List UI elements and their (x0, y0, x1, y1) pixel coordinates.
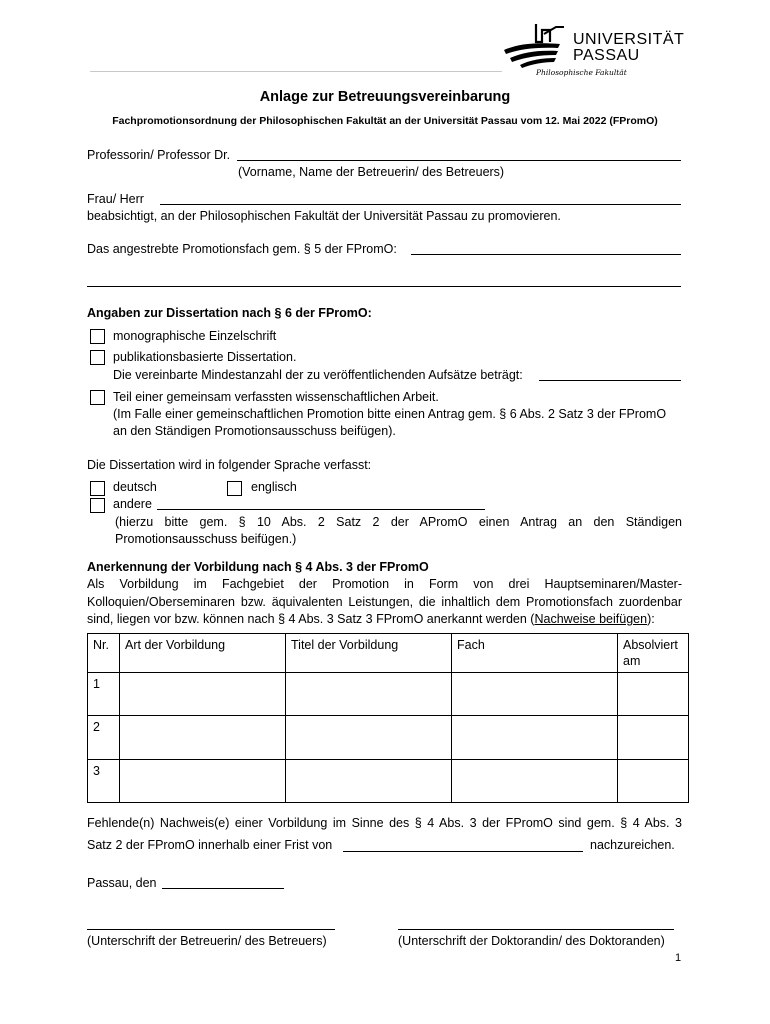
recognition-text-line1: Als Vorbildung im Fachgebiet der Promotion in Form von drei Hauptseminaren/Master- (87, 577, 682, 591)
missing-text-line1: Fehlende(n) Nachweis(e) einer Vorbildung im Sinne des § 4 Abs. 3 der FPromO sind gem. § 4 Abs. 3 (87, 816, 682, 830)
candidate-label: Frau/ Herr (87, 192, 144, 206)
table-header-fach: Fach (452, 634, 618, 673)
table-cell[interactable] (618, 716, 689, 760)
table-cell[interactable] (452, 673, 618, 716)
checkbox-englisch[interactable] (227, 481, 242, 496)
table-header-titel: Titel der Vorbildung (286, 634, 452, 673)
nachweise-link[interactable]: Nachweise beifügen (534, 612, 648, 626)
logo-line2: PASSAU (573, 47, 640, 64)
table-cell[interactable] (286, 716, 452, 760)
signature-line-candidate[interactable] (398, 929, 674, 930)
article-count-field[interactable] (539, 380, 681, 381)
table-cell[interactable] (286, 760, 452, 803)
option-monographie-label: monographische Einzelschrift (113, 329, 277, 343)
recognition-text-line3 (87, 612, 655, 626)
option-gemeinsam-label: Teil einer gemeinsam verfassten wissenschaftlichen Arbeit. (113, 390, 439, 404)
table-header-row (88, 634, 689, 673)
table-cell[interactable] (120, 716, 286, 760)
deadline-field[interactable] (343, 851, 583, 852)
professor-name-field[interactable] (237, 160, 681, 161)
language-note-line2: Promotionsausschuss beifügen.) (115, 532, 297, 546)
page-subtitle: Fachpromotionsordnung der Philosophischen Fakultät an der Universität Passau vom 12. Mai 2022 (FPromO) (112, 115, 658, 127)
table-cell[interactable] (120, 760, 286, 803)
recognition-heading: Anerkennung der Vorbildung nach § 4 Abs. 3 der FPromO (87, 560, 429, 574)
language-andere-label: andere (113, 497, 152, 511)
table-cell[interactable] (618, 760, 689, 803)
missing-text-line2-post: nachzureichen. (590, 838, 675, 852)
table-cell[interactable] (286, 673, 452, 716)
table-row-nr: 3 (88, 760, 120, 803)
logo-faculty: Philosophische Fakultät (536, 68, 627, 77)
checkbox-gemeinsam[interactable] (90, 390, 105, 405)
table-header-art: Art der Vorbildung (120, 634, 286, 673)
checkbox-monographie[interactable] (90, 329, 105, 344)
header-rule (90, 71, 502, 72)
professor-hint: (Vorname, Name der Betreuerin/ des Betreuers) (238, 165, 505, 179)
table-row (88, 716, 689, 760)
missing-text-line2-pre: Satz 2 der FPromO innerhalb einer Frist von (87, 838, 333, 852)
option-publikationsbasiert-extra: Die vereinbarte Mindestanzahl der zu veröffentlichenden Aufsätze beträgt: (113, 368, 523, 382)
logo-mark-icon (500, 22, 572, 68)
dissertation-heading: Angaben zur Dissertation nach § 6 der FPromO: (87, 306, 372, 320)
signature-label-candidate: (Unterschrift der Doktorandin/ des Doktoranden) (398, 934, 665, 948)
signature-label-supervisor: (Unterschrift der Betreuerin/ des Betreuers) (87, 934, 327, 948)
university-logo (500, 22, 700, 82)
logo-line1: UNIVERSITÄT (573, 31, 685, 48)
table-row (88, 760, 689, 803)
table-row-nr: 2 (88, 716, 120, 760)
table-header-absolviert: Absolviert am (618, 634, 689, 673)
table-cell[interactable] (120, 673, 286, 716)
candidate-name-field[interactable] (160, 204, 681, 205)
language-other-field[interactable] (157, 509, 485, 510)
checkbox-andere[interactable] (90, 498, 105, 513)
professor-label: Professorin/ Professor Dr. (87, 148, 231, 162)
table-row (88, 673, 689, 716)
place-label: Passau, den (87, 876, 157, 890)
page-number: 1 (675, 952, 682, 964)
subject-label: Das angestrebte Promotionsfach gem. § 5 der FPromO: (87, 242, 397, 256)
subject-field-continued[interactable] (87, 286, 681, 287)
vorbildung-table (87, 633, 689, 803)
signature-line-supervisor[interactable] (87, 929, 335, 930)
recognition-text-line3-pre: sind, liegen vor bzw. können nach § 4 Abs. 3 Satz 3 FPromO anerkannt werden ( (87, 612, 535, 626)
option-gemeinsam-extra1: (Im Falle einer gemeinschaftlichen Promotion bitte einen Antrag gem. § 6 Abs. 2 Satz 3 der FPromO (113, 407, 667, 421)
page-title: Anlage zur Betreuungsvereinbarung (259, 89, 511, 105)
candidate-intent: beabsichtigt, an der Philosophischen Fakultät der Universität Passau zu promovieren. (87, 209, 561, 223)
table-header-nr: Nr. (88, 634, 120, 673)
option-gemeinsam-extra2: an den Ständigen Promotionsausschuss beifügen). (113, 424, 396, 438)
recognition-text-line3-post: ): (647, 612, 655, 626)
language-englisch-label: englisch (251, 480, 297, 494)
table-row-nr: 1 (88, 673, 120, 716)
checkbox-deutsch[interactable] (90, 481, 105, 496)
language-intro: Die Dissertation wird in folgender Sprache verfasst: (87, 458, 372, 472)
table-cell[interactable] (618, 673, 689, 716)
table-cell[interactable] (452, 716, 618, 760)
checkbox-publikationsbasiert[interactable] (90, 350, 105, 365)
table-cell[interactable] (452, 760, 618, 803)
recognition-text-line2: Kolloquien/Oberseminaren bzw. äquivalenten Leistungen, die inhaltlich dem Promotionsfach zuordenbar (87, 595, 682, 609)
option-publikationsbasiert-label: publikationsbasierte Dissertation. (113, 350, 297, 364)
language-deutsch-label: deutsch (113, 480, 157, 494)
subject-field[interactable] (411, 254, 681, 255)
language-note-line1: (hierzu bitte gem. § 10 Abs. 2 Satz 2 der APromO einen Antrag an den Ständigen (115, 515, 682, 529)
date-field[interactable] (162, 888, 284, 889)
